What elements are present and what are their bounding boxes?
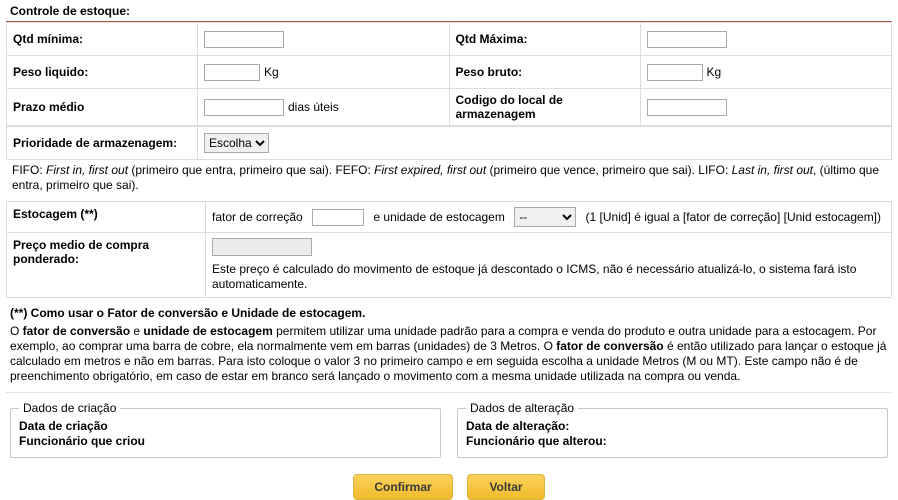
lifo-text: , (último que entra, primeiro que sai). xyxy=(12,163,880,192)
explanation-body xyxy=(6,322,892,393)
fator-correcao-label: fator de correção xyxy=(212,210,303,224)
creation-date: Data de criação xyxy=(19,419,108,433)
table-row xyxy=(7,202,892,233)
table-row xyxy=(7,56,892,89)
peso-bruto-unit: Kg xyxy=(706,65,722,79)
alteration-fieldset xyxy=(457,401,888,458)
preco-medio-cell xyxy=(206,233,892,298)
peso-liquido-input[interactable] xyxy=(204,64,260,81)
estocagem-formula: (1 [Unid] é igual a [fator de correção] [Unid estocagem]) xyxy=(585,210,882,224)
codigo-local-cell xyxy=(640,89,892,126)
confirm-button[interactable]: Confirmar xyxy=(353,474,453,500)
alteration-user: Funcionário que alterou: xyxy=(466,434,607,448)
qtd-maxima-input[interactable] xyxy=(647,31,727,48)
fifo-explanation xyxy=(6,160,892,201)
peso-bruto-label: Peso bruto: xyxy=(449,56,640,89)
metadata-row xyxy=(6,393,892,458)
preco-medio-label: Preço medio de compra ponderado: xyxy=(7,233,206,298)
fifo-text: (primeiro que entra, primeiro que sai). xyxy=(128,163,336,177)
table-row xyxy=(7,89,892,126)
explain-part-a: O xyxy=(10,324,23,338)
priority-select[interactable] xyxy=(204,133,269,153)
stock-fields-table xyxy=(6,22,892,126)
qtd-maxima-label: Qtd Máxima: xyxy=(449,23,640,56)
creation-user: Funcionário que criou xyxy=(19,434,146,448)
preco-medio-help: Este preço é calculado do movimento de estoque já descontado o ICMS, não é necessário atualizá-lo, o sistema fará isto automaticamente. xyxy=(212,262,857,291)
qtd-maxima-cell xyxy=(640,23,892,56)
priority-table xyxy=(6,126,892,160)
priority-row xyxy=(7,127,892,160)
prazo-medio-input[interactable] xyxy=(204,99,284,116)
peso-bruto-cell xyxy=(640,56,892,89)
priority-select-cell xyxy=(198,127,892,160)
peso-liquido-cell xyxy=(198,56,450,89)
priority-label: Prioridade de armazenagem: xyxy=(13,136,178,150)
lifo-key: LIFO: xyxy=(698,163,729,177)
codigo-local-input[interactable] xyxy=(647,99,727,116)
explain-bold-2: unidade de estocagem xyxy=(143,324,273,338)
estocagem-table xyxy=(6,201,892,298)
priority-label-cell xyxy=(7,127,198,160)
explain-bold-3: fator de conversão xyxy=(556,339,664,353)
peso-liquido-unit: Kg xyxy=(264,65,279,79)
explain-part-c: e xyxy=(130,324,144,338)
fefo-key: FEFO: xyxy=(335,163,371,177)
alteration-date: Data de alteração: xyxy=(466,419,570,433)
fator-correcao-input[interactable] xyxy=(312,209,364,226)
lifo-italic: Last in, first out xyxy=(731,163,813,177)
peso-bruto-input[interactable] xyxy=(647,64,703,81)
estoque-form-page xyxy=(0,2,898,496)
fifo-italic: First in, first out xyxy=(46,163,129,177)
qtd-minima-label: Qtd mínima: xyxy=(7,23,198,56)
qtd-minima-input[interactable] xyxy=(204,31,284,48)
explanation-title: (**) Como usar o Fator de conversão e Unidade de estocagem. xyxy=(10,306,366,320)
explain-part-d: permitem utilizar uma unidade padrão para a compra e venda do produto e outra unidade para a estocagem. Por exemplo, ao comprar uma barra de cobre, ela normalmente vem em barras (unidades) de 3 Metros. O xyxy=(10,324,877,353)
back-button[interactable]: Voltar xyxy=(467,474,545,500)
creation-fieldset xyxy=(10,401,441,458)
fifo-key: FIFO: xyxy=(12,163,43,177)
prazo-medio-label: Prazo médio xyxy=(7,89,198,126)
section-title: Controle de estoque: xyxy=(6,2,892,22)
explain-part-e: é então utilizado para lançar o estoque já calculado em metros e não em barras. Para isto coloque o valor 3 no primeiro campo e em seguida escolha a unidade Metros (M ou MT). Este campo não é de preenchimento obrigatório, em caso de estar em branco será lançado o movimento com a mesma unidade utilizada na compra ou venda. xyxy=(10,339,887,383)
fefo-text: (primeiro que vence, primeiro que sai). xyxy=(486,163,699,177)
qtd-minima-cell xyxy=(198,23,450,56)
explain-bold-1: fator de conversão xyxy=(22,324,131,338)
peso-liquido-label: Peso liquido: xyxy=(7,56,198,89)
codigo-local-label: Codigo do local de armazenagem xyxy=(449,89,640,126)
table-row xyxy=(7,23,892,56)
alteration-legend: Dados de alteração xyxy=(470,401,575,415)
unidade-estocagem-label: e unidade de estocagem xyxy=(373,210,505,224)
table-row xyxy=(7,233,892,298)
creation-legend: Dados de criação xyxy=(23,401,117,415)
unidade-estocagem-select[interactable] xyxy=(514,207,576,227)
estocagem-controls xyxy=(206,202,892,233)
fefo-italic: First expired, first out xyxy=(374,163,487,177)
prazo-medio-unit: dias úteis xyxy=(288,100,339,114)
estocagem-label: Estocagem (**) xyxy=(7,202,206,233)
prazo-medio-cell xyxy=(198,89,450,126)
preco-medio-input[interactable] xyxy=(212,238,312,256)
